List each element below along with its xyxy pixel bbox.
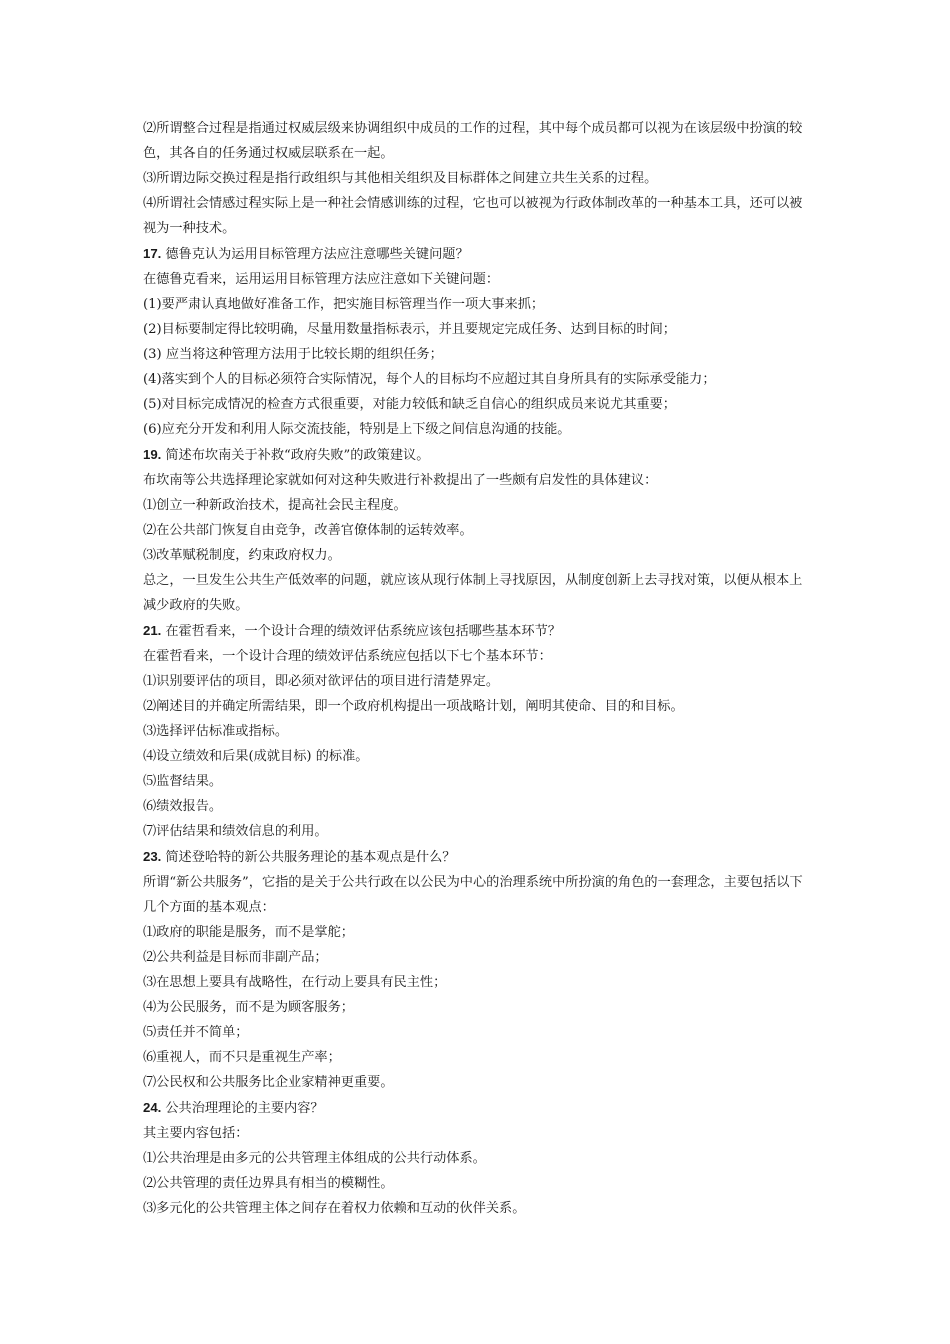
text-line (143, 392, 815, 417)
line-text: ⑶选择评估标准或指标。 (143, 724, 289, 739)
text-line (143, 920, 815, 945)
line-text: (3) 应当将这种管理方法用于比较长期的组织任务； (143, 347, 443, 362)
line-text: ⑺公民权和公共服务比企业家精神更重要。 (143, 1075, 394, 1090)
text-line (143, 1196, 815, 1221)
text-line (143, 1171, 815, 1196)
text-line (143, 543, 815, 568)
line-text: ⑶改革赋税制度，约束政府权力。 (143, 548, 341, 563)
line-text: ⑴创立一种新政治技术，提高社会民主程度。 (143, 498, 407, 513)
question-text: 公共治理理论的主要内容？ (165, 1101, 324, 1116)
question-text: 简述布坎南关于补救“政府失败”的政策建议。 (165, 448, 430, 463)
question-heading (143, 241, 815, 267)
text-line (143, 1146, 815, 1171)
text-line (143, 769, 815, 794)
line-text: ⑵公共利益是目标而非副产品； (143, 950, 328, 965)
line-text: ⑵在公共部门恢复自由竞争，改善官僚体制的运转效率。 (143, 523, 473, 538)
question-number: 17. (143, 246, 162, 261)
line-text: 在德鲁克看来，运用运用目标管理方法应注意如下关键问题： (143, 272, 500, 287)
line-text: ⑷所谓社会情感过程实际上是一种社会情感训练的过程，它也可以被视为行政体制改革的一种基本工具，还可以被视为一种技术。 (143, 196, 803, 236)
question-number: 24. (143, 1100, 162, 1115)
line-text: (6)应充分开发和利用人际交流技能，特别是上下级之间信息沟通的技能。 (143, 422, 571, 437)
text-line (143, 1070, 815, 1095)
text-line (143, 870, 815, 920)
line-text: ⑶所谓边际交换过程是指行政组织与其他相关组织及目标群体之间建立共生关系的过程。 (143, 171, 658, 186)
text-line (143, 694, 815, 719)
text-line (143, 719, 815, 744)
line-text: 所谓“新公共服务”，它指的是关于公共行政在以公民为中心的治理系统中所扮演的角色的一套理念，主要包括以下几个方面的基本观点： (143, 875, 803, 915)
line-text: ⑶多元化的公共管理主体之间存在着权力依赖和互动的伙伴关系。 (143, 1201, 526, 1216)
question-heading (143, 844, 815, 870)
text-line (143, 317, 815, 342)
text-line (143, 191, 815, 241)
line-text: ⑷设立绩效和后果(成就目标) 的标准。 (143, 749, 369, 764)
line-text: ⑹绩效报告。 (143, 799, 223, 814)
question-heading (143, 1095, 815, 1121)
text-line (143, 995, 815, 1020)
text-line (143, 292, 815, 317)
text-line (143, 1045, 815, 1070)
line-text: ⑴政府的职能是服务，而不是掌舵； (143, 925, 354, 940)
text-line (143, 669, 815, 694)
line-text: (1)要严肃认真地做好准备工作，把实施目标管理当作一项大事来抓； (143, 297, 545, 312)
text-line (143, 267, 815, 292)
text-line (143, 744, 815, 769)
question-number: 21. (143, 623, 162, 638)
line-text: (2)目标要制定得比较明确，尽量用数量指标表示，并且要规定完成任务、达到目标的时间； (143, 322, 676, 337)
text-line (143, 367, 815, 392)
text-line (143, 1121, 815, 1146)
line-text: 布坎南等公共选择理论家就如何对这种失败进行补救提出了一些颇有启发性的具体建议： (143, 473, 658, 488)
question-text: 在霍哲看来，一个设计合理的绩效评估系统应该包括哪些基本环节？ (165, 624, 561, 639)
text-line (143, 644, 815, 669)
text-line (143, 819, 815, 844)
line-text: ⑵阐述目的并确定所需结果，即一个政府机构提出一项战略计划，阐明其使命、目的和目标。 (143, 699, 684, 714)
line-text: ⑶在思想上要具有战略性，在行动上要具有民主性； (143, 975, 447, 990)
line-text: ⑴识别要评估的项目，即必须对欲评估的项目进行清楚界定。 (143, 674, 500, 689)
question-heading (143, 618, 815, 644)
question-number: 23. (143, 849, 162, 864)
question-text: 德鲁克认为运用目标管理方法应注意哪些关键问题？ (165, 247, 469, 262)
text-line (143, 945, 815, 970)
line-text: 总之，一旦发生公共生产低效率的问题，就应该从现行体制上寻找原因，从制度创新上去寻找对策，以便从根本上减少政府的失败。 (143, 573, 803, 613)
line-text: ⑸监督结果。 (143, 774, 223, 789)
text-line (143, 166, 815, 191)
text-line (143, 518, 815, 543)
question-number: 19. (143, 447, 162, 462)
text-line (143, 568, 815, 618)
line-text: ⑺评估结果和绩效信息的利用。 (143, 824, 328, 839)
text-line (143, 116, 815, 166)
line-text: ⑷为公民服务，而不是为顾客服务； (143, 1000, 354, 1015)
line-text: ⑴公共治理是由多元的公共管理主体组成的公共行动体系。 (143, 1151, 486, 1166)
line-text: ⑹重视人，而不只是重视生产率； (143, 1050, 341, 1065)
question-heading (143, 442, 815, 468)
line-text: ⑸责任并不简单； (143, 1025, 249, 1040)
text-line (143, 794, 815, 819)
text-line (143, 493, 815, 518)
line-text: (4)落实到个人的目标必须符合实际情况，每个人的目标均不应超过其自身所具有的实际承受能力； (143, 372, 716, 387)
text-line (143, 468, 815, 493)
text-line (143, 970, 815, 995)
line-text: ⑵公共管理的责任边界具有相当的模糊性。 (143, 1176, 394, 1191)
line-text: ⑵所谓整合过程是指通过权威层级来协调组织中成员的工作的过程，其中每个成员都可以视为在该层级中扮演的较色，其各自的任务通过权威层联系在一起。 (143, 121, 803, 161)
question-text: 简述登哈特的新公共服务理论的基本观点是什么？ (165, 850, 456, 865)
line-text: 在霍哲看来，一个设计合理的绩效评估系统应包括以下七个基本环节： (143, 649, 552, 664)
line-text: (5)对目标完成情况的检查方式很重要，对能力较低和缺乏自信心的组织成员来说尤其重要； (143, 397, 676, 412)
text-line (143, 1020, 815, 1045)
document-body (143, 116, 815, 1221)
text-line (143, 342, 815, 367)
line-text: 其主要内容包括： (143, 1126, 249, 1141)
text-line (143, 417, 815, 442)
